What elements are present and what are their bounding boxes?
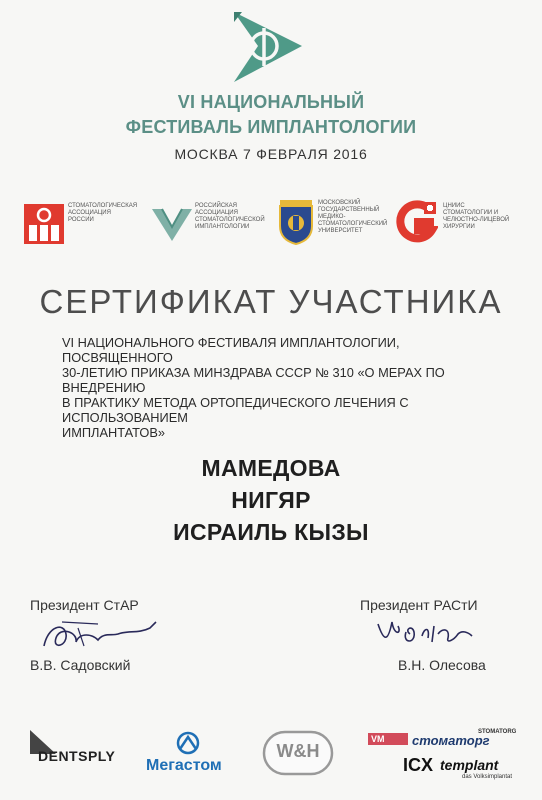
- left-signatory-role: Президент СтАР: [30, 597, 139, 613]
- organizer-text: СТОМАТОЛОГИЧЕСКАЯ: [68, 203, 138, 209]
- certificate-subtitle-line: 30-ЛЕТИЮ ПРИКАЗА МИНЗДРАВА СССР № 310 «О МЕРАХ ПО ВНЕДРЕНИЮ: [62, 365, 445, 395]
- msmsu-crest-icon: [276, 198, 316, 246]
- certificate-subtitle-line: VI НАЦИОНАЛЬНОГО ФЕСТИВАЛЯ ИМПЛАНТОЛОГИИ, ПОСВЯЩЕННОГО: [62, 335, 400, 365]
- organizer-text: РОССИЙСКАЯ: [195, 203, 237, 209]
- sponsor-icx: ICX: [403, 755, 434, 775]
- organizer-cniis-label: [443, 203, 509, 231]
- organizer-star-label: [68, 203, 137, 224]
- organizer-text: ЧЕЛЮСТНО-ЛИЦЕВОЙ: [443, 217, 510, 223]
- right-signatory-role: Президент РАСтИ: [360, 597, 478, 613]
- sponsor-icx-templant: templant: [440, 757, 499, 773]
- organizer-text: СТОМАТОЛОГИЧЕСКИЙ: [318, 221, 388, 227]
- participant-first-name: НИГЯР: [231, 487, 311, 513]
- sponsor-stomatorg-small: STOMATORG: [478, 729, 517, 735]
- organizer-text: УНИВЕРСИТЕТ: [318, 228, 363, 234]
- sponsor-icx-tagline: das Volksimplantat: [462, 774, 513, 780]
- participant-patronymic: ИСРАИЛЬ КЫЗЫ: [173, 519, 369, 545]
- organizer-text: ХИРУРГИИ: [443, 224, 475, 230]
- right-signatory-name: В.Н. Олесова: [398, 657, 486, 673]
- organizer-text: АССОЦИАЦИЯ: [195, 210, 238, 216]
- certificate-subtitle: [62, 335, 502, 440]
- organizer-text: МЕДИКО-: [318, 214, 346, 220]
- left-signatory-name: В.В. Садовский: [30, 657, 131, 673]
- organizer-rasti-label: [195, 203, 265, 231]
- organizer-text: СТОМАТОЛОГИИ И: [443, 210, 499, 216]
- organizer-text: ИМПЛАНТОЛОГИИ: [195, 224, 250, 230]
- participant-surname: МАМЕДОВА: [201, 455, 341, 481]
- sponsor-wh: W&H: [276, 741, 320, 761]
- festival-location-date: МОСКВА 7 ФЕВРАЛЯ 2016: [174, 146, 368, 162]
- organizer-text: АССОЦИАЦИЯ: [68, 210, 111, 216]
- stomatorg-badge: [368, 733, 408, 745]
- certificate-subtitle-line: В ПРАКТИКУ МЕТОДА ОРТОПЕДИЧЕСКОГО ЛЕЧЕНИЯ С ИСПОЛЬЗОВАНИЕМ: [62, 395, 409, 425]
- stomatorg-badge-text: VM: [371, 734, 385, 744]
- festival-logo-icon: [228, 8, 318, 86]
- megastom-logo-icon: [176, 731, 200, 755]
- cniis-logo-icon: [394, 200, 438, 244]
- festival-title-line1: VI НАЦИОНАЛЬНЫЙ: [177, 92, 365, 112]
- sponsor-stomatorg: стоматорг: [412, 733, 490, 748]
- organizer-text: СТОМАТОЛОГИЧЕСКОЙ: [195, 217, 265, 223]
- sponsor-dentsply: DENTSPLY: [38, 748, 116, 764]
- right-signature-icon: [372, 612, 482, 652]
- sponsor-megastom: Мегастом: [146, 757, 222, 774]
- organizer-msmsu-label: [318, 200, 387, 235]
- organizer-text: МОСКОВСКИЙ: [318, 200, 361, 206]
- organizer-text: ГОСУДАРСТВЕННЫЙ: [318, 207, 380, 213]
- organizer-text: РОССИИ: [68, 217, 94, 223]
- certificate-subtitle-line: ИМПЛАНТАТОВ»: [62, 425, 166, 440]
- festival-title-line2: ФЕСТИВАЛЬ ИМПЛАНТОЛОГИИ: [125, 117, 417, 137]
- rasti-logo-icon: [150, 205, 194, 245]
- left-signature-icon: [38, 612, 168, 658]
- star-logo-icon: [23, 203, 65, 245]
- organizer-text: ЦНИИС: [443, 203, 465, 209]
- certificate-title: СЕРТИФИКАТ УЧАСТНИКА: [39, 283, 503, 320]
